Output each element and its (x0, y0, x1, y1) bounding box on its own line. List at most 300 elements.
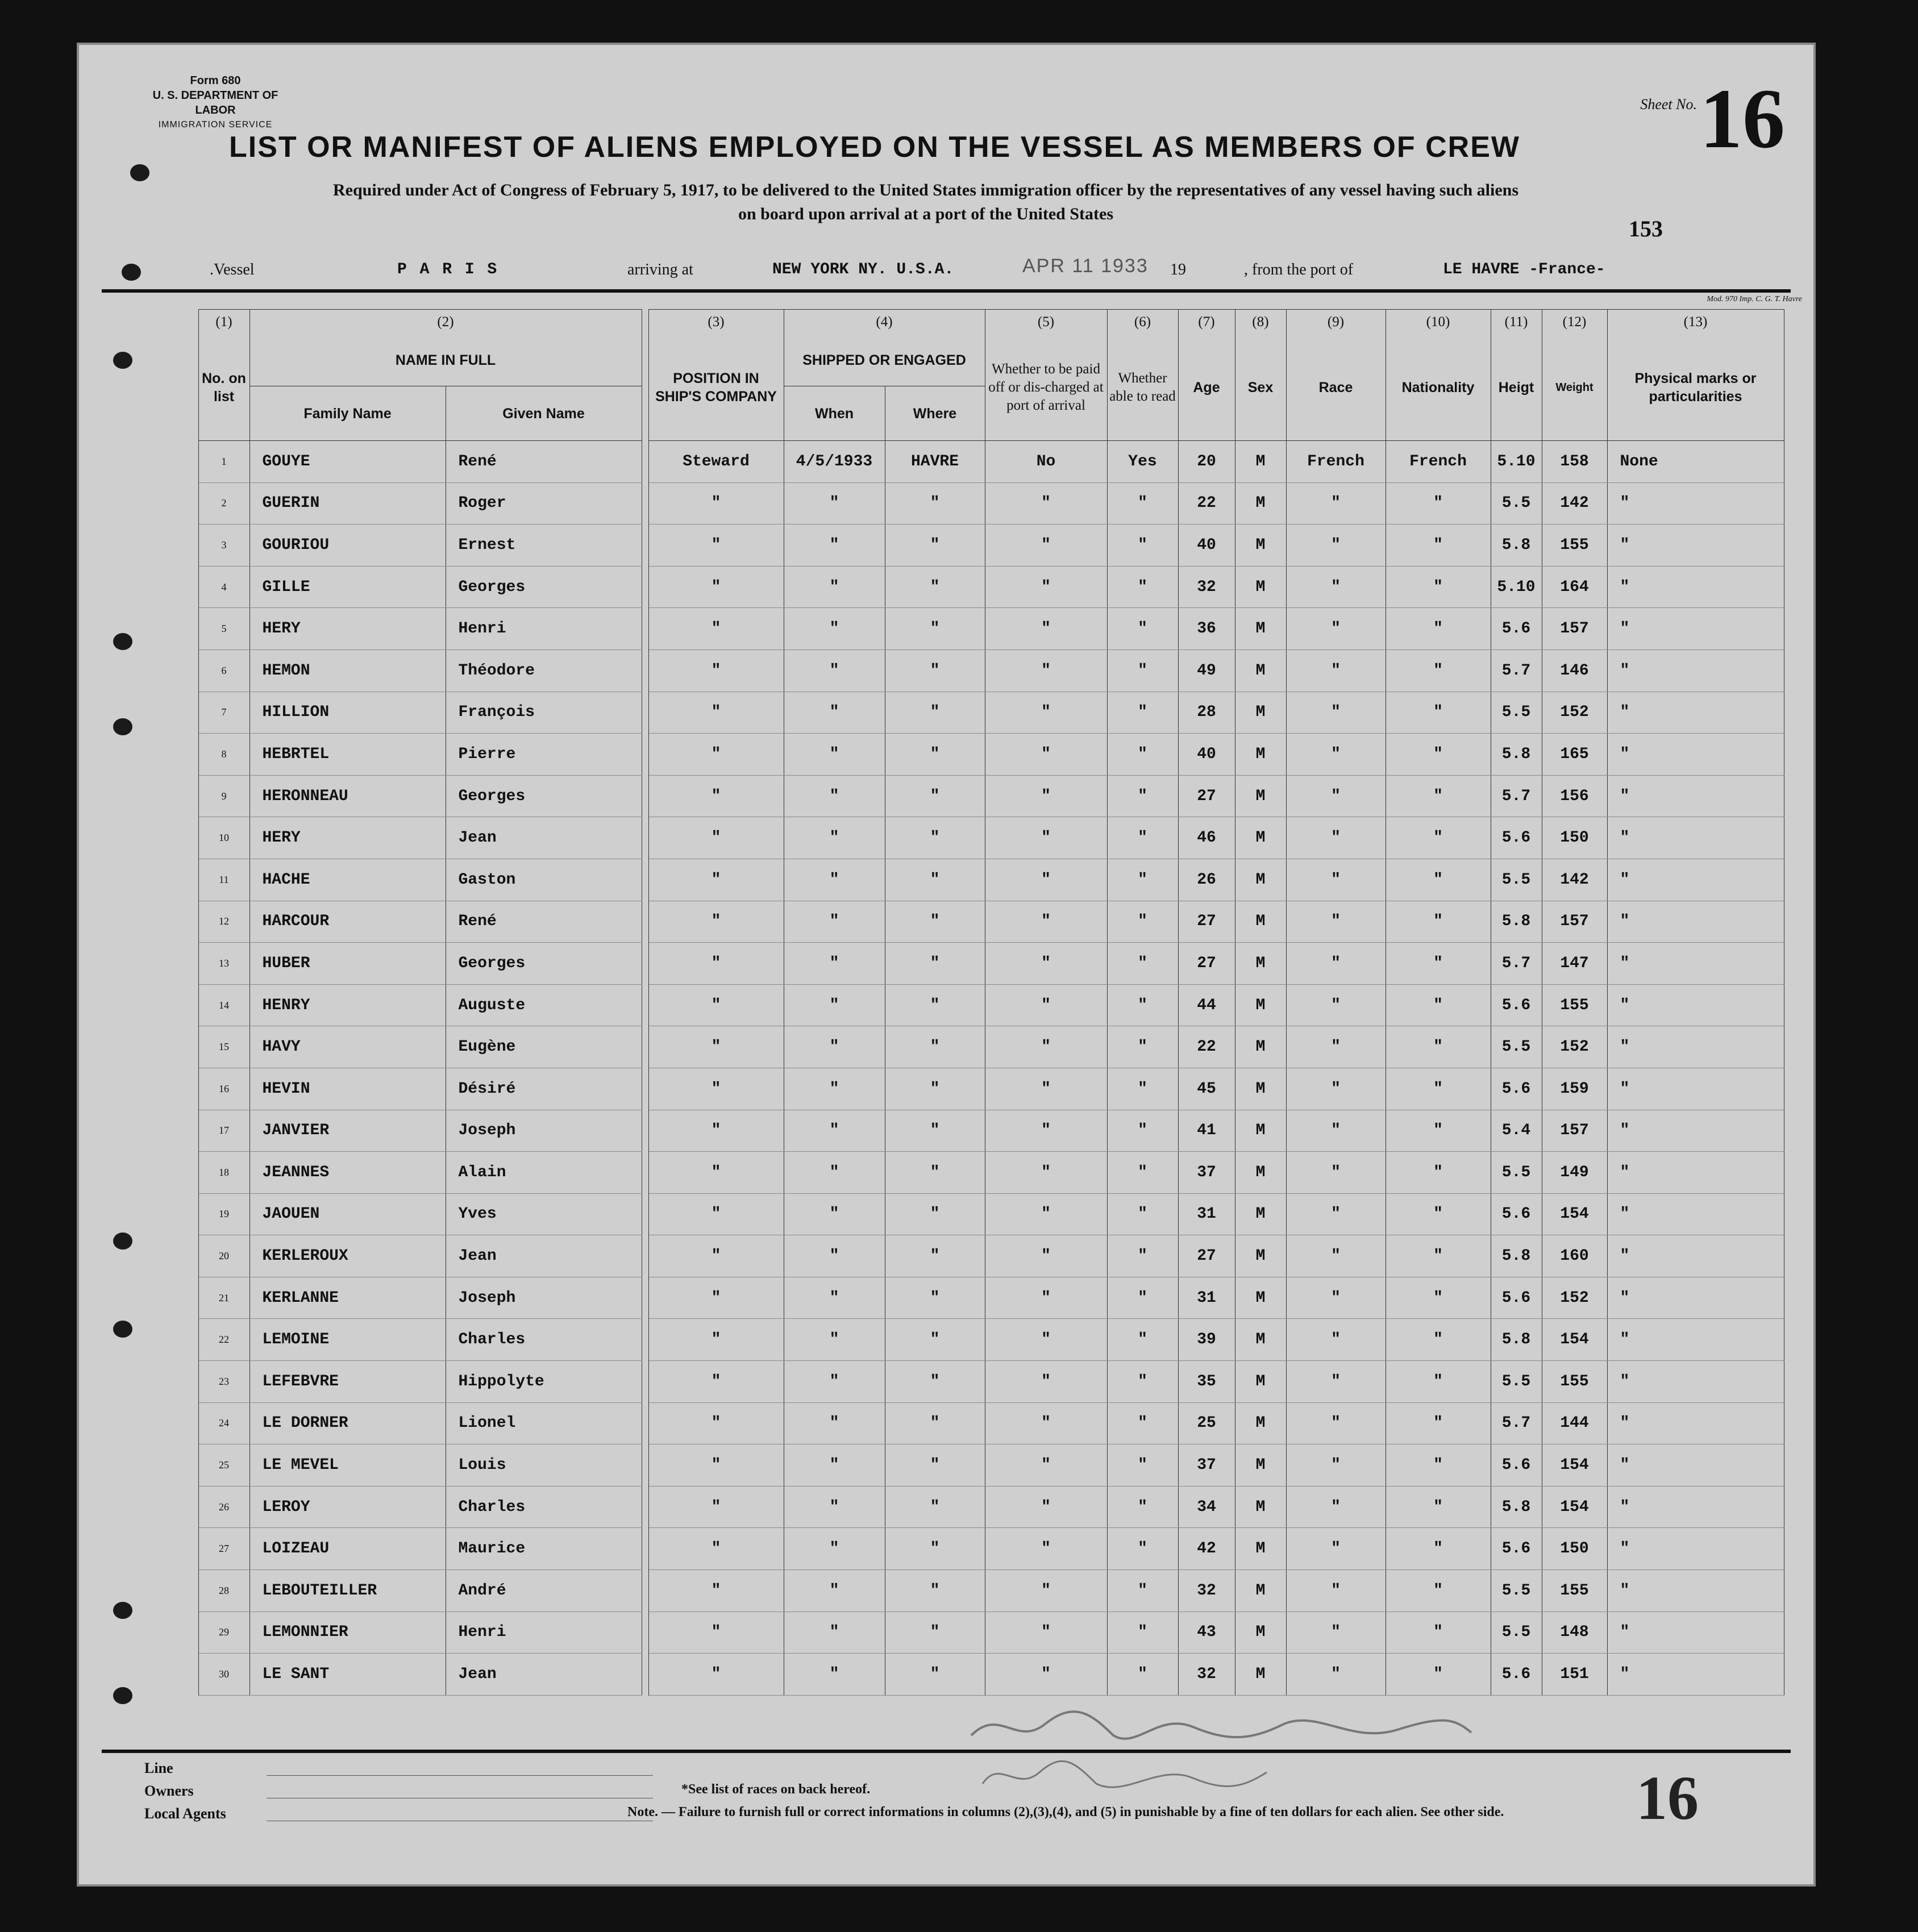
paid-off: " (985, 817, 1107, 859)
nationality: " (1386, 775, 1491, 817)
family-name: JAOUEN (249, 1193, 446, 1235)
table-row (102, 1110, 1784, 1152)
given-name: Joseph (446, 1277, 642, 1319)
race: " (1286, 1110, 1386, 1152)
paid-off: " (985, 1110, 1107, 1152)
col-age: Age (1178, 335, 1235, 441)
nationality: " (1386, 859, 1491, 901)
sex: M (1235, 1277, 1286, 1319)
position: " (648, 1444, 784, 1487)
position: " (648, 649, 784, 692)
paid-off: " (985, 1361, 1107, 1403)
shipped-when: " (784, 817, 885, 859)
margin-spacer (102, 649, 198, 692)
race: French (1286, 441, 1386, 483)
race: " (1286, 1528, 1386, 1570)
vessel-label: .Vessel (210, 261, 255, 278)
height: 5.6 (1491, 1068, 1542, 1110)
page-subtitle (102, 178, 1750, 226)
given-name: Georges (446, 566, 642, 608)
shipped-when: " (784, 1152, 885, 1194)
physical-marks: " (1607, 1068, 1784, 1110)
row-number: 20 (198, 1235, 249, 1277)
column-gap (642, 608, 648, 650)
physical-marks: " (1607, 734, 1784, 776)
age: 34 (1178, 1486, 1235, 1528)
height: 5.8 (1491, 1486, 1542, 1528)
paid-off: " (985, 775, 1107, 817)
family-name: LEFEBVRE (249, 1361, 446, 1403)
table-row (102, 984, 1784, 1026)
column-gap (642, 335, 648, 441)
table-row (102, 524, 1784, 567)
given-name: René (446, 901, 642, 943)
given-name: Roger (446, 482, 642, 524)
family-name: HERY (249, 608, 446, 650)
column-gap (642, 1528, 648, 1570)
column-gap (642, 482, 648, 524)
column-gap (642, 1235, 648, 1277)
height: 5.7 (1491, 943, 1542, 985)
column-gap (642, 775, 648, 817)
column-gap (642, 859, 648, 901)
given-name: Joseph (446, 1110, 642, 1152)
sheet-number: 16 (1700, 72, 1785, 166)
column-gap (642, 1402, 648, 1444)
shipped-when: " (784, 859, 885, 901)
age: 44 (1178, 984, 1235, 1026)
nationality: " (1386, 1319, 1491, 1361)
sex: M (1235, 1612, 1286, 1654)
table-row (102, 1570, 1784, 1612)
height: 5.6 (1491, 817, 1542, 859)
margin-spacer (102, 1402, 198, 1444)
paid-off: " (985, 566, 1107, 608)
position: " (648, 943, 784, 985)
table-row (102, 943, 1784, 985)
position: " (648, 775, 784, 817)
race: " (1286, 1654, 1386, 1696)
family-name: GOUYE (249, 441, 446, 483)
shipped-where: " (885, 943, 985, 985)
column-gap (642, 984, 648, 1026)
margin-spacer (102, 943, 198, 985)
given-name: Alain (446, 1152, 642, 1194)
age: 27 (1178, 775, 1235, 817)
family-name: JEANNES (249, 1152, 446, 1194)
row-number: 10 (198, 817, 249, 859)
vessel-name: P A R I S (397, 261, 499, 278)
weight: 155 (1542, 1570, 1607, 1612)
race: " (1286, 859, 1386, 901)
shipped-where: " (885, 1654, 985, 1696)
paid-off: " (985, 943, 1107, 985)
footer-rule (102, 1750, 1791, 1753)
age: 36 (1178, 608, 1235, 650)
age: 40 (1178, 734, 1235, 776)
physical-marks: " (1607, 1486, 1784, 1528)
col-shipped-or-engaged: SHIPPED OR ENGAGED (784, 335, 985, 386)
family-name: LE SANT (249, 1654, 446, 1696)
shipped-when: " (784, 1319, 885, 1361)
column-gap (642, 1486, 648, 1528)
margin-spacer (102, 817, 198, 859)
date-stamp: APR 11 1933 (1022, 255, 1149, 277)
able-to-read: " (1107, 1110, 1178, 1152)
sex: M (1235, 1152, 1286, 1194)
position: " (648, 692, 784, 734)
table-row (102, 1402, 1784, 1444)
shipped-where: " (885, 608, 985, 650)
nationality: " (1386, 649, 1491, 692)
physical-marks: None (1607, 441, 1784, 483)
row-number: 21 (198, 1277, 249, 1319)
margin-spacer (102, 1570, 198, 1612)
shipped-where: " (885, 1277, 985, 1319)
nationality: " (1386, 1235, 1491, 1277)
paid-off: " (985, 1570, 1107, 1612)
age: 39 (1178, 1319, 1235, 1361)
given-name: Jean (446, 1654, 642, 1696)
position: " (648, 1361, 784, 1403)
col-num-12: (12) (1542, 310, 1607, 335)
height: 5.6 (1491, 984, 1542, 1026)
physical-marks: " (1607, 1152, 1784, 1194)
row-number: 15 (198, 1026, 249, 1068)
age: 46 (1178, 817, 1235, 859)
shipped-when: " (784, 1026, 885, 1068)
col-able-to-read: Whether able to read (1107, 335, 1178, 441)
column-gap (642, 943, 648, 985)
given-name: Charles (446, 1319, 642, 1361)
column-gap (642, 441, 648, 483)
row-number: 26 (198, 1486, 249, 1528)
age: 26 (1178, 859, 1235, 901)
paid-off: " (985, 524, 1107, 567)
column-gap (642, 1152, 648, 1194)
age: 22 (1178, 482, 1235, 524)
shipped-when: " (784, 482, 885, 524)
nationality: " (1386, 1193, 1491, 1235)
weight: 152 (1542, 1277, 1607, 1319)
shipped-where: " (885, 1486, 985, 1528)
family-name: HERY (249, 817, 446, 859)
table-row (102, 1528, 1784, 1570)
col-num-5: (5) (985, 310, 1107, 335)
age: 37 (1178, 1152, 1235, 1194)
physical-marks: " (1607, 608, 1784, 650)
shipped-when: " (784, 1235, 885, 1277)
physical-marks: " (1607, 859, 1784, 901)
page-title: LIST OR MANIFEST OF ALIENS EMPLOYED ON THE VESSEL AS MEMBERS OF CREW (229, 131, 1520, 164)
race: " (1286, 943, 1386, 985)
age: 25 (1178, 1402, 1235, 1444)
physical-marks: " (1607, 1402, 1784, 1444)
shipped-where: " (885, 1570, 985, 1612)
family-name: HEMON (249, 649, 446, 692)
col-where: Where (885, 386, 985, 441)
sex: M (1235, 1026, 1286, 1068)
column-gap (642, 1110, 648, 1152)
family-name: KERLEROUX (249, 1235, 446, 1277)
position: " (648, 1193, 784, 1235)
handwritten-initials (977, 1752, 1272, 1805)
sex: M (1235, 1402, 1286, 1444)
col-num-4: (4) (784, 310, 985, 335)
given-name: Jean (446, 817, 642, 859)
margin-spacer (102, 524, 198, 567)
subtitle-line-1: Required under Act of Congress of February 5, 1917, to be delivered to the United States immigration officer by the representatives of any vessel having such aliens (333, 181, 1518, 199)
family-name: LEMOINE (249, 1319, 446, 1361)
age: 43 (1178, 1612, 1235, 1654)
col-num-8: (8) (1235, 310, 1286, 335)
sex: M (1235, 734, 1286, 776)
shipped-when: " (784, 775, 885, 817)
height: 5.6 (1491, 608, 1542, 650)
physical-marks: " (1607, 524, 1784, 567)
weight: 165 (1542, 734, 1607, 776)
line-field (267, 1775, 653, 1776)
age: 27 (1178, 901, 1235, 943)
height: 5.8 (1491, 1319, 1542, 1361)
row-number: 2 (198, 482, 249, 524)
given-name: Désiré (446, 1068, 642, 1110)
row-number: 22 (198, 1319, 249, 1361)
shipped-when: " (784, 1110, 885, 1152)
column-gap (642, 817, 648, 859)
weight: 157 (1542, 608, 1607, 650)
height: 5.5 (1491, 1026, 1542, 1068)
given-name: André (446, 1570, 642, 1612)
table-row (102, 1486, 1784, 1528)
column-gap (642, 1277, 648, 1319)
shipped-when: " (784, 649, 885, 692)
given-name: Georges (446, 943, 642, 985)
family-name: KERLANNE (249, 1277, 446, 1319)
col-race: Race (1286, 335, 1386, 441)
race: " (1286, 1570, 1386, 1612)
col-given-name: Given Name (446, 386, 642, 441)
column-gap (642, 1654, 648, 1696)
position: " (648, 1277, 784, 1319)
owners-label: Owners (144, 1783, 194, 1799)
margin-spacer (102, 901, 198, 943)
given-name: Hippolyte (446, 1361, 642, 1403)
shipped-when: " (784, 1486, 885, 1528)
weight: 152 (1542, 1026, 1607, 1068)
weight: 164 (1542, 566, 1607, 608)
margin-spacer (102, 1152, 198, 1194)
column-gap (642, 566, 648, 608)
row-number: 4 (198, 566, 249, 608)
height: 5.7 (1491, 1402, 1542, 1444)
sex: M (1235, 1193, 1286, 1235)
sex: M (1235, 1361, 1286, 1403)
nationality: " (1386, 524, 1491, 567)
margin-spacer (102, 566, 198, 608)
shipped-when: " (784, 1068, 885, 1110)
physical-marks: " (1607, 566, 1784, 608)
family-name: GUERIN (249, 482, 446, 524)
col-num-2: (2) (249, 310, 642, 335)
col-num-9: (9) (1286, 310, 1386, 335)
margin-spacer (102, 1486, 198, 1528)
age: 31 (1178, 1193, 1235, 1235)
family-name: HUBER (249, 943, 446, 985)
shipped-where: " (885, 692, 985, 734)
margin-spacer (102, 335, 198, 441)
shipped-where: " (885, 734, 985, 776)
able-to-read: " (1107, 1486, 1178, 1528)
weight: 142 (1542, 482, 1607, 524)
shipped-when: " (784, 901, 885, 943)
shipped-when: " (784, 1654, 885, 1696)
race: " (1286, 649, 1386, 692)
family-name: HEBRTEL (249, 734, 446, 776)
shipped-where: HAVRE (885, 441, 985, 483)
column-gap (642, 1570, 648, 1612)
shipped-where: " (885, 1528, 985, 1570)
table-row (102, 1235, 1784, 1277)
col-name-in-full: NAME IN FULL (249, 335, 642, 386)
position: " (648, 1612, 784, 1654)
departure-port: LE HAVRE -France- (1443, 261, 1605, 278)
shipped-where: " (885, 1193, 985, 1235)
column-gap (642, 692, 648, 734)
sheet-label: Sheet No. (1640, 96, 1697, 113)
height: 5.6 (1491, 1528, 1542, 1570)
position: " (648, 1654, 784, 1696)
row-number: 30 (198, 1654, 249, 1696)
able-to-read: " (1107, 692, 1178, 734)
crew-table (102, 309, 1784, 1696)
weight: 154 (1542, 1319, 1607, 1361)
margin-spacer (102, 1068, 198, 1110)
weight: 154 (1542, 1444, 1607, 1487)
margin-spacer (102, 859, 198, 901)
row-number: 29 (198, 1612, 249, 1654)
margin-spacer (102, 1235, 198, 1277)
position: " (648, 482, 784, 524)
paid-off: " (985, 1486, 1107, 1528)
sex: M (1235, 901, 1286, 943)
column-gap (642, 1026, 648, 1068)
row-number: 12 (198, 901, 249, 943)
weight: 155 (1542, 1361, 1607, 1403)
age: 42 (1178, 1528, 1235, 1570)
paid-off: " (985, 1654, 1107, 1696)
table-row (102, 441, 1784, 483)
height: 5.10 (1491, 566, 1542, 608)
race: " (1286, 817, 1386, 859)
able-to-read: " (1107, 1654, 1178, 1696)
sex: M (1235, 1068, 1286, 1110)
shipped-where: " (885, 649, 985, 692)
nationality: French (1386, 441, 1491, 483)
sex: M (1235, 1654, 1286, 1696)
paid-off: " (985, 1319, 1107, 1361)
given-name: Auguste (446, 984, 642, 1026)
margin-spacer (102, 441, 198, 483)
height: 5.5 (1491, 1612, 1542, 1654)
position: " (648, 1402, 784, 1444)
margin-spacer (102, 1110, 198, 1152)
race: " (1286, 1402, 1386, 1444)
races-note: *See list of races on back hereof. (681, 1782, 871, 1797)
height: 5.6 (1491, 1654, 1542, 1696)
given-name: Eugène (446, 1026, 642, 1068)
table-row (102, 1277, 1784, 1319)
physical-marks: " (1607, 1026, 1784, 1068)
age: 31 (1178, 1277, 1235, 1319)
table-row (102, 482, 1784, 524)
given-name: Henri (446, 608, 642, 650)
weight: 152 (1542, 692, 1607, 734)
sex: M (1235, 1110, 1286, 1152)
given-name: François (446, 692, 642, 734)
subtitle-line-2: on board upon arrival at a port of the United States (738, 205, 1113, 223)
physical-marks: " (1607, 1654, 1784, 1696)
given-name: Charles (446, 1486, 642, 1528)
sex: M (1235, 1570, 1286, 1612)
race: " (1286, 524, 1386, 567)
header-rule (102, 289, 1791, 293)
given-name: René (446, 441, 642, 483)
margin-spacer (102, 1654, 198, 1696)
department-name: U. S. DEPARTMENT OF LABOR (152, 89, 278, 116)
margin-spacer (102, 310, 198, 335)
margin-spacer (102, 1193, 198, 1235)
table-row (102, 1612, 1784, 1654)
given-name: Louis (446, 1444, 642, 1487)
sex: M (1235, 859, 1286, 901)
shipped-where: " (885, 1110, 985, 1152)
shipped-where: " (885, 1235, 985, 1277)
nationality: " (1386, 1026, 1491, 1068)
race: " (1286, 1193, 1386, 1235)
local-agents-label: Local Agents (144, 1805, 226, 1822)
sex: M (1235, 817, 1286, 859)
nationality: " (1386, 1528, 1491, 1570)
year-label: 19 (1170, 261, 1186, 278)
able-to-read: Yes (1107, 441, 1178, 483)
nationality: " (1386, 817, 1491, 859)
table-row (102, 1361, 1784, 1403)
sex: M (1235, 608, 1286, 650)
race: " (1286, 1235, 1386, 1277)
col-position: POSITION IN SHIP'S COMPANY (648, 335, 784, 441)
weight: 146 (1542, 649, 1607, 692)
physical-marks: " (1607, 984, 1784, 1026)
nationality: " (1386, 901, 1491, 943)
age: 27 (1178, 943, 1235, 985)
age: 40 (1178, 524, 1235, 567)
family-name: HENRY (249, 984, 446, 1026)
height: 5.5 (1491, 859, 1542, 901)
race: " (1286, 984, 1386, 1026)
row-number: 7 (198, 692, 249, 734)
col-no-on-list: No. on list (198, 335, 249, 441)
position: " (648, 901, 784, 943)
nationality: " (1386, 1152, 1491, 1194)
form-identification (142, 73, 289, 132)
family-name: HERONNEAU (249, 775, 446, 817)
table-row (102, 1068, 1784, 1110)
weight: 142 (1542, 859, 1607, 901)
col-num-6: (6) (1107, 310, 1178, 335)
shipped-when: " (784, 608, 885, 650)
able-to-read: " (1107, 1319, 1178, 1361)
